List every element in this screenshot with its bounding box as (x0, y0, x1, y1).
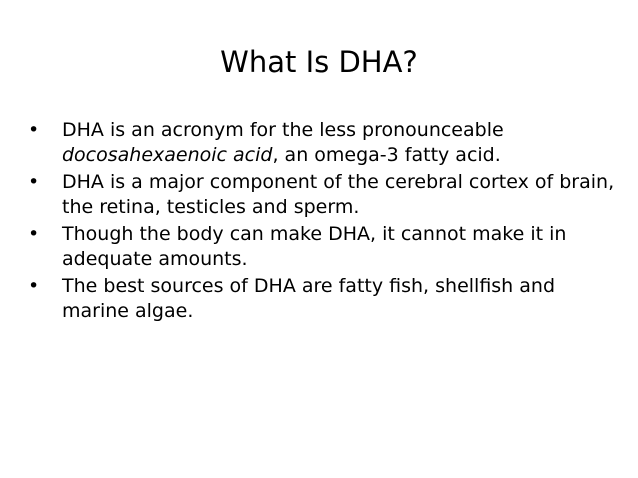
bullet-item (26, 170, 616, 219)
bullet-list (26, 118, 616, 326)
bullet-text: DHA is an acronym for the less pronounceable (62, 119, 504, 141)
bullet-italic-term: docosahexaenoic acid (62, 143, 273, 166)
bullet-item (26, 274, 616, 323)
bullet-text: Though the body can make DHA, it cannot make it in adequate amounts. (62, 223, 567, 270)
bullet-text-tail: , an omega-3 fatty acid. (272, 143, 501, 166)
bullet-item (26, 118, 616, 167)
slide-title: What Is DHA? (220, 45, 418, 79)
bullet-item (26, 222, 616, 271)
bullet-text: DHA is a major component of the cerebral cortex of brain, the retina, testicles and sperm. (62, 171, 615, 218)
bullet-text: The best sources of DHA are fatty fish, shellfish and marine algae. (62, 275, 556, 322)
